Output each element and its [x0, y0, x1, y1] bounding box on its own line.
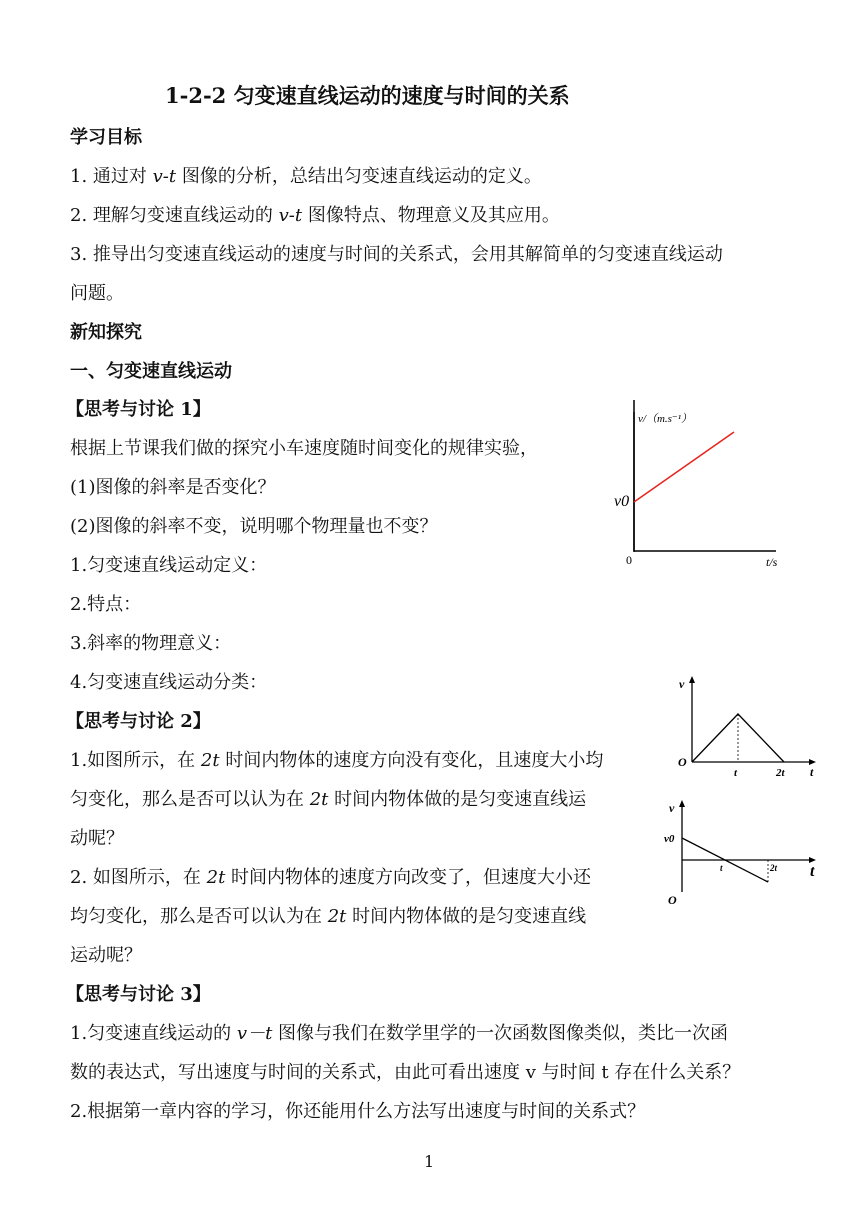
figure-crossing-graph	[660, 796, 830, 912]
goal-3-cont: 问题。	[70, 283, 124, 304]
discussion-3-q1-line1: 1.匀变速直线运动的 v－t 图像与我们在数学里学的一次函数图像类似，类比一次函	[70, 1023, 729, 1044]
discussion-3-q1-line2: 数的表达式，写出速度与时间的关系式，由此可看出速度 v 与时间 t 存在什么关系？	[70, 1062, 741, 1083]
velocity-line	[634, 432, 734, 502]
y-axis-label: v	[679, 677, 685, 691]
discussion-1-intro: 根据上节课我们做的探究小车速度随时间变化的规律实验，	[70, 438, 538, 459]
explore-heading: 新知探究	[70, 322, 142, 343]
discussion-1-q2: (2)图像的斜率不变，说明哪个物理量也不变？	[70, 516, 438, 537]
goal-2: 2. 理解匀变速直线运动的 v-t 图像特点、物理意义及其应用。	[70, 205, 560, 226]
page-title: 1-2-2 匀变速直线运动的速度与时间的关系	[165, 83, 570, 108]
origin-label: O	[668, 893, 677, 907]
classification-prompt: 4.匀变速直线运动分类：	[70, 672, 268, 693]
tick-t-label: t	[734, 767, 738, 779]
x-axis-label: t/s	[766, 555, 778, 569]
v0-label: v0	[664, 833, 675, 845]
goal-3: 3. 推导出匀变速直线运动的速度与时间的关系式，会用其解简单的匀变速直线运动	[70, 244, 723, 265]
origin-label: O	[678, 755, 687, 769]
discussion-2-heading: 【思考与讨论 2】	[66, 711, 211, 732]
tick-2t-label: 2t	[770, 863, 778, 873]
discussion-2-q2-line2: 均匀变化，那么是否可以认为在 2t 时间内物体做的是匀变速直线	[70, 906, 587, 927]
y-axis-label: v	[669, 801, 675, 815]
page-number: 1	[424, 1152, 435, 1171]
goals-heading: 学习目标	[70, 127, 142, 148]
origin-label: 0	[626, 553, 632, 567]
feature-prompt: 2.特点：	[70, 594, 142, 615]
definition-prompt: 1.匀变速直线运动定义：	[70, 555, 268, 576]
discussion-3-heading: 【思考与讨论 3】	[66, 984, 211, 1005]
x-axis-label: t	[810, 863, 815, 880]
discussion-1-q1: (1)图像的斜率是否变化？	[70, 477, 276, 498]
figure-vt-graph	[600, 400, 800, 580]
discussion-2-q2-line3: 运动呢？	[70, 945, 142, 966]
tick-t-label: t	[720, 863, 723, 873]
x-axis-label: t	[810, 765, 814, 779]
tick-2t-label: 2t	[776, 767, 785, 779]
discussion-2-q1-line1: 1.如图所示，在 2t 时间内物体的速度方向没有变化，且速度大小均	[70, 750, 604, 771]
figure-triangle-graph	[672, 674, 832, 784]
slope-prompt: 3.斜率的物理意义：	[70, 633, 232, 654]
y-axis-arrow	[689, 676, 695, 683]
discussion-3-q2: 2.根据第一章内容的学习，你还能用什么方法写出速度与时间的关系式？	[70, 1101, 646, 1122]
goal-1: 1. 通过对 v-t 图像的分析，总结出匀变速直线运动的定义。	[70, 166, 542, 187]
discussion-1-heading: 【思考与讨论 1】	[66, 399, 211, 420]
discussion-2-q1-line2: 匀变化，那么是否可以认为在 2t 时间内物体做的是匀变速直线运	[70, 789, 587, 810]
y-axis-arrow	[679, 800, 685, 807]
discussion-2-q2-line1: 2. 如图所示，在 2t 时间内物体的速度方向改变了，但速度大小还	[70, 867, 592, 888]
section-heading: 一、匀变速直线运动	[70, 361, 232, 382]
discussion-2-q1-line3: 动呢？	[70, 828, 124, 849]
y-axis-label: v/（m.s⁻¹）	[638, 413, 693, 425]
v0-label: v0	[614, 493, 630, 510]
